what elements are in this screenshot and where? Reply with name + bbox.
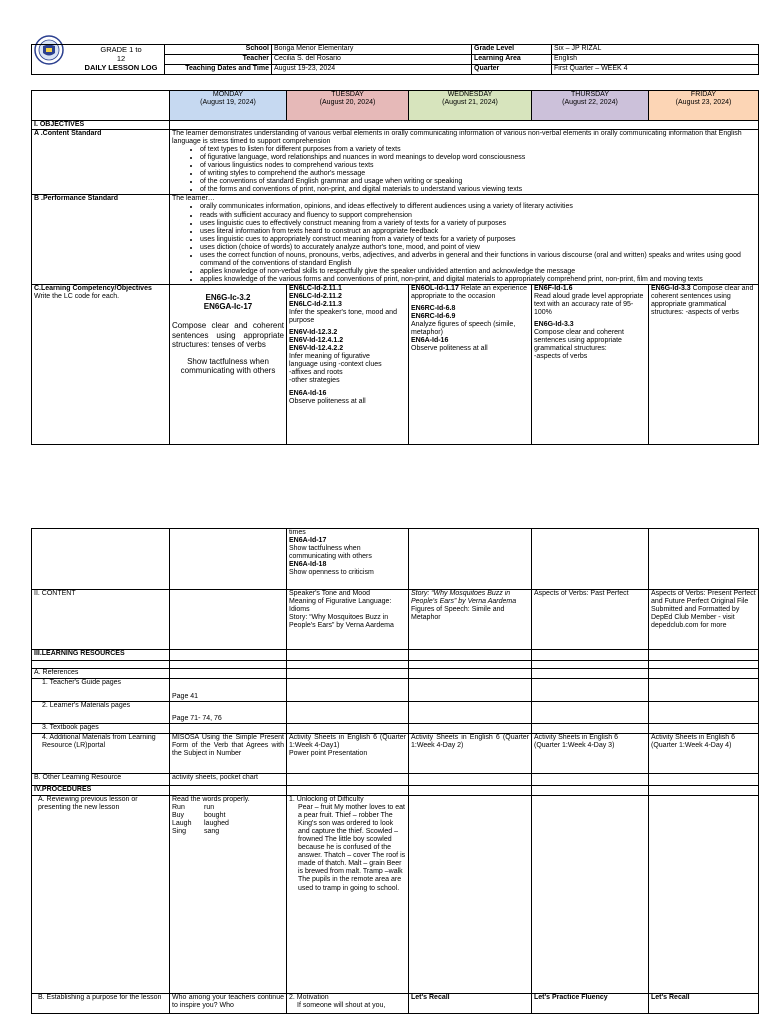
fri-code-1: EN6G-Id-3.3 bbox=[651, 284, 691, 292]
review-word-row bbox=[172, 804, 284, 812]
review-word-row bbox=[172, 828, 284, 836]
other-monday: activity sheets, pocket chart bbox=[170, 774, 287, 786]
fri-text-1: Compose clear and coherent sentences using appropriate grammatical structures: -aspects of verbs bbox=[651, 284, 754, 317]
past-word: bought bbox=[204, 812, 226, 820]
tue-text-2: Infer meaning of figurative language using -context clues -affixes and roots -other strategies bbox=[289, 353, 382, 385]
day-header-friday bbox=[649, 91, 759, 121]
purpose-thursday: Let's Practice Fluency bbox=[532, 994, 649, 1014]
p-blank bbox=[649, 786, 759, 796]
competency-tuesday bbox=[287, 284, 409, 444]
tue-codes-2: EN6V-Id-12.3.2 EN6V-Id-12.4.1.2 EN6V-Id-12.4.2.2 bbox=[289, 329, 344, 353]
tue-cont-1: times bbox=[289, 529, 306, 536]
area-label: Learning Area bbox=[472, 55, 552, 65]
review-word-list bbox=[172, 804, 284, 836]
log-title: DAILY LESSON LOG bbox=[84, 63, 158, 72]
rev-blank bbox=[409, 796, 532, 994]
lm-blank bbox=[287, 702, 409, 724]
content-standard-item: • of writing styles to comprehend the author's message bbox=[200, 170, 756, 178]
past-word: laughed bbox=[204, 820, 229, 828]
area-value: English bbox=[552, 55, 759, 65]
p-blank bbox=[170, 786, 287, 796]
tb-blank bbox=[649, 724, 759, 734]
day-date: (August 20, 2024) bbox=[319, 99, 376, 107]
review-label: A. Reviewing previous lesson or presenting the new lesson bbox=[32, 796, 170, 994]
tg-label: 1. Teacher's Guide pages bbox=[32, 679, 170, 702]
mon-text-1: Compose clear and coherent sentences using appropriate structures: tenses of verbs bbox=[172, 321, 284, 349]
content-standard-item: • of various linguistics nodes to comprehend various texts bbox=[200, 162, 756, 170]
grade-cell bbox=[32, 45, 165, 75]
references-label: A. References bbox=[32, 669, 170, 679]
competency-wednesday bbox=[409, 284, 532, 444]
tue-cont-code-1: EN6A-Id-17 bbox=[289, 537, 327, 545]
tb-blank bbox=[287, 724, 409, 734]
performance-standard-item: • orally communicates information, opinions, and ideas effectively to different audiences using a variety of literary activities bbox=[200, 203, 756, 211]
competency-label-cell bbox=[32, 284, 170, 444]
wed-text-2: Analyze figures of speech (simile, metaphor) bbox=[411, 321, 516, 337]
tue-cont-text-2: Show openness to criticism bbox=[289, 569, 374, 577]
r-spacer bbox=[170, 661, 287, 669]
wed-text-3: Observe politeness at all bbox=[411, 345, 488, 353]
other-label: B. Other Learning Resource bbox=[32, 774, 170, 786]
am-wednesday: Activity Sheets in English 6 (Quarter 1:Week 4-Day 2) bbox=[409, 734, 532, 774]
day-date: (August 23, 2024) bbox=[675, 99, 732, 107]
thu-text-1: Read aloud grade level appropriate text with an accuracy rate of 95-100% bbox=[534, 292, 644, 317]
base-word: Buy bbox=[172, 812, 185, 820]
procedures-table bbox=[31, 528, 759, 1014]
day-date: (August 21, 2024) bbox=[442, 99, 498, 107]
o-blank bbox=[649, 774, 759, 786]
day-header-wednesday bbox=[409, 91, 532, 121]
content-standard-item: • of the conventions of standard English grammar and usage when writing or speaking bbox=[200, 178, 756, 186]
wed-content-1: Story: “Why Mosquitoes Buzz in People's Ears” by Verna Aardema bbox=[411, 590, 517, 606]
teacher-value: Cecilia S. del Rosario bbox=[272, 55, 472, 65]
dates-value: August 19-23, 2024 bbox=[272, 65, 472, 75]
purpose-tuesday bbox=[287, 994, 409, 1014]
purpose-friday: Let's Recall bbox=[649, 994, 759, 1014]
purpose-label: B. Establishing a purpose for the lesson bbox=[32, 994, 170, 1014]
cont-wednesday bbox=[409, 529, 532, 590]
review-tuesday bbox=[287, 796, 409, 994]
grade-level-value: Six – JP RIZAL bbox=[552, 45, 759, 55]
competency-friday bbox=[649, 284, 759, 444]
objectives-label: I. OBJECTIVES bbox=[32, 121, 170, 130]
wed-content-2: Figures of Speech: Simile and Metaphor bbox=[411, 606, 505, 622]
ref-blank bbox=[287, 669, 409, 679]
performance-standard-intro: The learner… bbox=[172, 195, 215, 203]
r-spacer bbox=[409, 661, 532, 669]
day-name: MONDAY bbox=[212, 91, 244, 98]
lm-blank bbox=[649, 702, 759, 724]
purpose-monday: Who among your teachers continue to inspire you? Who bbox=[170, 994, 287, 1014]
quarter-label: Quarter bbox=[472, 65, 552, 75]
rev-blank bbox=[649, 796, 759, 994]
thu-code-1: EN6F-Id-1.6 bbox=[534, 284, 573, 292]
ref-blank bbox=[409, 669, 532, 679]
am-friday: Activity Sheets in English 6 (Quarter 1:Week 4-Day 4) bbox=[649, 734, 759, 774]
performance-standard-list bbox=[172, 203, 756, 283]
wed-code-3: EN6A-Id-16 bbox=[411, 337, 449, 345]
quarter-value: First Quarter – WEEK 4 bbox=[552, 65, 759, 75]
r-spacer bbox=[532, 661, 649, 669]
objectives-table bbox=[31, 90, 759, 445]
r-blank-1 bbox=[170, 650, 287, 661]
review-monday bbox=[170, 796, 287, 994]
review-tue-body: Pear – fruit My mother loves to eat a pear fruit. Thief – robber The King's son was ordered to look and capture the thief. Scowled – frowned The little boy scowled because he is confused of the answer. Thatch – cover The roof is made of thatch. Malt – grain Beer is brewed from malt. Tramp –walk The pupils in the remote area are used to tramp in going to school. bbox=[298, 804, 406, 892]
tg-blank bbox=[409, 679, 532, 702]
grade-level-label: Grade Level bbox=[472, 45, 552, 55]
tue-text-3: Observe politeness at all bbox=[289, 397, 366, 405]
am-tue-2: Power point Presentation bbox=[289, 750, 368, 758]
dates-label: Teaching Dates and Time bbox=[165, 65, 272, 75]
tg-blank bbox=[649, 679, 759, 702]
base-word: Run bbox=[172, 804, 185, 812]
am-thursday: Activity Sheets in English 6 (Quarter 1:Week 4-Day 3) bbox=[532, 734, 649, 774]
r-blank-4 bbox=[532, 650, 649, 661]
tue-text-1: Infer the speaker's tone, mood and purpose bbox=[289, 309, 397, 325]
performance-standard-item: • uses linguistic cues to effectively construct meaning from a variety of texts for a variety of purposes bbox=[200, 220, 756, 228]
performance-standard-item: • uses the correct function of nouns, pronouns, verbs, adjectives, and adverbs in general and their functions in various discourse (oral and written) speaks and writes using good command of the conventions of standard English bbox=[200, 252, 756, 268]
thu-text-2: Compose clear and coherent sentences using appropriate grammatical structures: -aspects of verbs bbox=[534, 329, 624, 361]
tg-monday: Page 41 bbox=[170, 679, 287, 702]
o-blank bbox=[532, 774, 649, 786]
content-friday: Aspects of Verbs: Present Perfect and Future Perfect Original File Submitted and Formatted by DepEd Club Member - visit depedclub.com for more bbox=[649, 590, 759, 650]
lm-blank bbox=[532, 702, 649, 724]
mon-code-1: EN6G-Ic-3.2 bbox=[205, 292, 251, 302]
day-name: THURSDAY bbox=[571, 91, 609, 98]
day-name: TUESDAY bbox=[331, 91, 364, 98]
procedures-label: IV.PROCEDURES bbox=[32, 786, 170, 796]
am-tue-1: Activity Sheets in English 6 (Quarter 1:Week 4-Day1) bbox=[289, 734, 406, 750]
performance-standard-label: B .Performance Standard bbox=[32, 195, 170, 285]
ref-blank bbox=[532, 669, 649, 679]
day-header-monday bbox=[170, 91, 287, 121]
wed-code-1: EN6OL-Id-1.17 bbox=[411, 284, 459, 292]
day-date: (August 22, 2024) bbox=[562, 99, 618, 107]
performance-standard-item: • uses literal information from texts heard to construct an appropriate feedback bbox=[200, 228, 756, 236]
day-header-blank bbox=[32, 91, 170, 121]
performance-standard-item: • reads with sufficient accuracy and fluency to support comprehension bbox=[200, 212, 756, 220]
content-standard-label: A .Content Standard bbox=[32, 130, 170, 195]
lm-monday: Page 71- 74, 76 bbox=[170, 702, 287, 724]
content-thursday: Aspects of Verbs: Past Perfect bbox=[532, 590, 649, 650]
mon-text-2: Show tactfulness when communicating with others bbox=[180, 356, 276, 376]
mon-code-2: EN6GA-Ic-17 bbox=[203, 302, 253, 312]
ref-blank bbox=[170, 669, 287, 679]
content-wednesday bbox=[409, 590, 532, 650]
header-table bbox=[31, 44, 759, 75]
o-blank bbox=[287, 774, 409, 786]
performance-standard-item: • uses diction (choice of words) to accurately analyze author's tone, mood, and point of view bbox=[200, 244, 756, 252]
tue-code-3: EN6A-Id-16 bbox=[289, 389, 327, 397]
day-name: FRIDAY bbox=[690, 91, 717, 98]
cont-thursday bbox=[532, 529, 649, 590]
r-blank-2 bbox=[287, 650, 409, 661]
r-spacer bbox=[649, 661, 759, 669]
tg-blank bbox=[287, 679, 409, 702]
rev-blank bbox=[532, 796, 649, 994]
grade-text-2: 12 bbox=[116, 54, 126, 63]
purpose-wednesday: Let's Recall bbox=[409, 994, 532, 1014]
competency-thursday bbox=[532, 284, 649, 444]
school-label: School bbox=[165, 45, 272, 55]
p-blank bbox=[409, 786, 532, 796]
am-label: 4. Additional Materials from Learning Resource (LR)portal bbox=[32, 734, 170, 774]
content-monday bbox=[170, 590, 287, 650]
r-blank-3 bbox=[409, 650, 532, 661]
tb-label: 3. Textbook pages bbox=[32, 724, 170, 734]
o-blank bbox=[409, 774, 532, 786]
content-tuesday: Speaker's Tone and Mood Meaning of Figurative Language: Idioms Story: “Why Mosquitoes Buzz in People's Ears” by Verna Aardema bbox=[287, 590, 409, 650]
am-tuesday bbox=[287, 734, 409, 774]
past-word: sang bbox=[204, 828, 220, 836]
competency-label: C.Learning Competency/Objectives bbox=[34, 284, 152, 292]
competency-sub: Write the LC code for each. bbox=[34, 292, 120, 300]
p-blank bbox=[532, 786, 649, 796]
p-blank bbox=[287, 786, 409, 796]
purpose-tue-2: If someone will shout at you, bbox=[297, 1002, 386, 1010]
tue-cont-text-1: Show tactfulness when communicating with others bbox=[289, 545, 372, 561]
r-blank-5 bbox=[649, 650, 759, 661]
tue-cont-code-2: EN6A-Id-18 bbox=[289, 561, 327, 569]
day-header-tuesday bbox=[287, 91, 409, 121]
review-word-row bbox=[172, 812, 284, 820]
ref-blank bbox=[649, 669, 759, 679]
tue-codes: EN6LC-Id-2.11.1 EN6LC-Id-2.11.2 EN6LC-Id-2.11.3 bbox=[289, 284, 342, 309]
tb-blank bbox=[409, 724, 532, 734]
resources-label: III.LEARNING RESOURCES bbox=[32, 650, 170, 661]
grade-text: GRADE 1 to bbox=[100, 45, 142, 54]
cont-blank bbox=[32, 529, 170, 590]
content-label: II. CONTENT bbox=[32, 590, 170, 650]
day-date: (August 19, 2024) bbox=[200, 99, 256, 107]
cont-tuesday bbox=[287, 529, 409, 590]
tb-blank bbox=[170, 724, 287, 734]
tg-blank bbox=[532, 679, 649, 702]
day-name: WEDNESDAY bbox=[447, 91, 493, 98]
base-word: Laugh bbox=[172, 820, 192, 828]
review-tue-head: 1. Unlocking of Difficulty bbox=[289, 796, 364, 803]
r-spacer bbox=[287, 661, 409, 669]
competency-monday bbox=[170, 284, 287, 444]
review-intro: Read the words properly. bbox=[172, 796, 250, 803]
content-standard-item: • of text types to listen for different purposes from a variety of texts bbox=[200, 146, 756, 154]
teacher-label: Teacher bbox=[165, 55, 272, 65]
wed-text-1: Relate an experience appropriate to the occasion bbox=[411, 284, 527, 300]
performance-standard-item: • applies knowledge of the various forms and conventions of print, non-print, and digital materials to appropriately comprehend print, non-print, film and moving texts bbox=[200, 276, 756, 284]
objectives-blank bbox=[170, 121, 759, 130]
am-monday: MISOSA Using the Simple Present Form of the Verb that Agrees with the Subject in Number bbox=[170, 734, 287, 774]
content-standard-item: • of figurative language, word relationships and nuances in word meanings to develop word consciousness bbox=[200, 154, 756, 162]
past-word: run bbox=[204, 804, 215, 812]
base-word: Sing bbox=[172, 828, 187, 836]
school-value: Bonga Menor Elementary bbox=[272, 45, 472, 55]
performance-standard-cell bbox=[170, 195, 759, 285]
wed-codes-2: EN6RC-Id-6.8 EN6RC-Id-6.9 bbox=[411, 305, 456, 321]
purpose-tue-1: 2. Motivation bbox=[289, 994, 329, 1001]
performance-standard-item: • uses linguistic cues to appropriately construct meaning from a variety of texts for a variety of purposes bbox=[200, 236, 756, 244]
content-standard-item: • of the forms and conventions of print, non-print, and digital materials to understand various viewing texts bbox=[200, 186, 756, 194]
day-header-thursday bbox=[532, 91, 649, 121]
lm-blank bbox=[409, 702, 532, 724]
lm-label: 2. Learner's Materials pages bbox=[32, 702, 170, 724]
performance-standard-item: • applies knowledge of non-verbal skills to respectfully give the speaker undivided attention and acknowledge the message bbox=[200, 268, 756, 276]
r-spacer bbox=[32, 661, 170, 669]
cont-friday bbox=[649, 529, 759, 590]
thu-code-2: EN6G-Id-3.3 bbox=[534, 321, 574, 329]
cont-monday bbox=[170, 529, 287, 590]
review-word-row bbox=[172, 820, 284, 828]
content-standard-list bbox=[172, 146, 756, 194]
content-standard-cell bbox=[170, 130, 759, 195]
tb-blank bbox=[532, 724, 649, 734]
content-standard-intro: The learner demonstrates understanding of various verbal elements in orally communicating information of various non-verbal elements in orally communicating information that English language is stress timed to support comprehension bbox=[172, 130, 742, 146]
